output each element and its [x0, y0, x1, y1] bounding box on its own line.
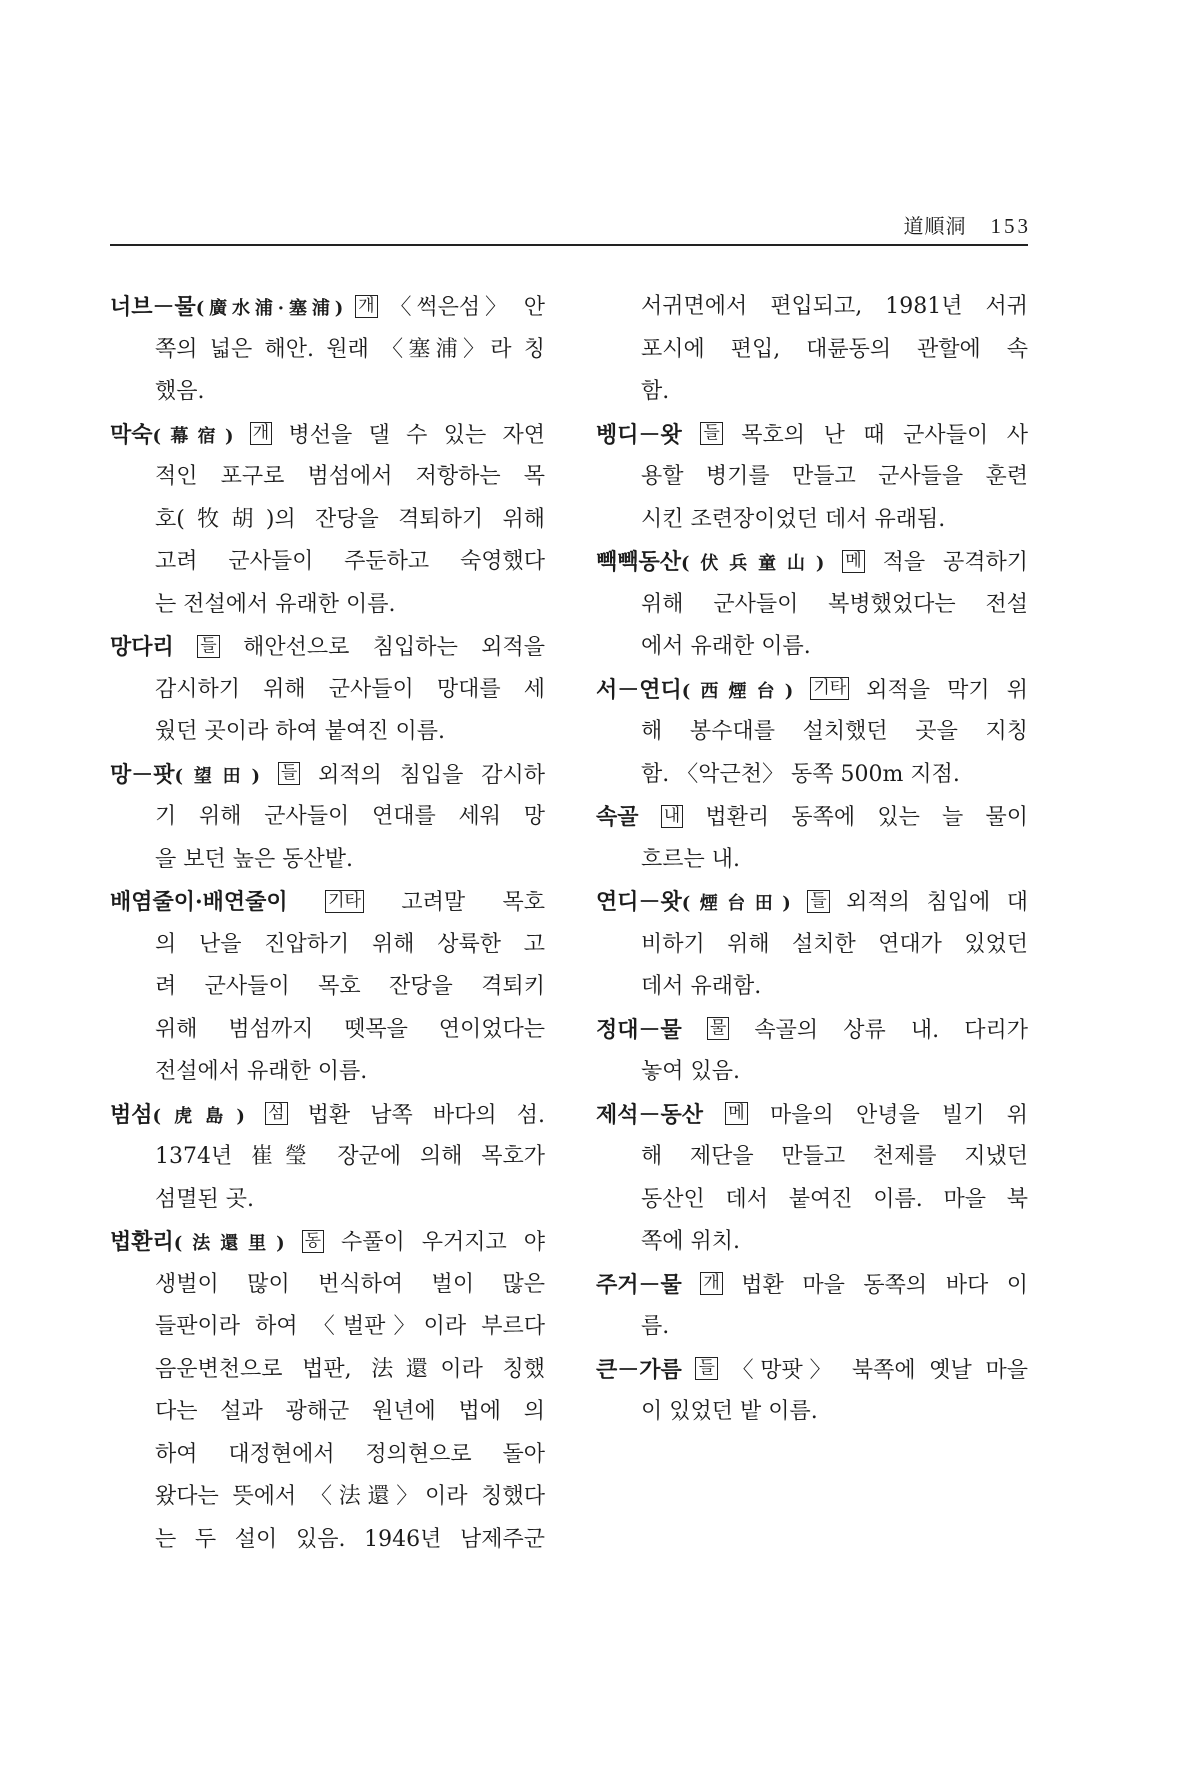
- entry-line: [596, 1051, 1028, 1094]
- entry-text: 서귀면에서 편입되고, 1981년 서귀: [641, 294, 1028, 319]
- entry-text: 에서 유래한 이름.: [641, 634, 811, 659]
- entry-text: 목호의 난 때 군사들이 사: [741, 422, 1028, 448]
- entry-line: [110, 1519, 545, 1562]
- entry-line: [110, 1434, 545, 1477]
- entry-line: [596, 414, 1028, 457]
- entry-line: [110, 1094, 545, 1137]
- headword-hanja: (西煙台): [681, 680, 794, 702]
- entry-text: 1374년 崔瑩 장군에 의해 목호가: [155, 1144, 545, 1169]
- category-tag: 기타: [810, 677, 849, 700]
- running-head: [904, 211, 1032, 241]
- headword: 망－팟: [110, 761, 175, 788]
- entry-text: 함. 〈악근천〉 동쪽 500m 지점.: [641, 761, 960, 787]
- entry-line: [596, 881, 1028, 924]
- category-tag: 들: [700, 422, 722, 445]
- category-tag: 메: [725, 1102, 747, 1125]
- entry-text: 려 군사들이 목호 잔당을 격퇴키: [155, 974, 545, 999]
- entry-line: [110, 881, 545, 924]
- entry-text: 호(牧胡)의 잔당을 격퇴하기 위해: [155, 506, 545, 532]
- entry-line: [110, 1136, 545, 1179]
- entry-text: 름.: [641, 1314, 670, 1339]
- dictionary-entry: [110, 754, 545, 882]
- dictionary-entry: [110, 414, 545, 627]
- entry-text: 속골의 상류 내. 다리가: [754, 1017, 1028, 1043]
- entry-text: 법환리 동쪽에 있는 늘 물이: [705, 805, 1028, 830]
- entry-text: 용할 병기를 만들고 군사들을 훈련: [641, 464, 1028, 489]
- entry-line: [596, 1136, 1028, 1179]
- entry-text: 해 제단을 만들고 천제를 지냈던: [641, 1144, 1028, 1169]
- entry-line: [596, 1221, 1028, 1264]
- entry-line: [596, 329, 1028, 372]
- entry-line: [596, 1094, 1028, 1137]
- entry-line: [110, 669, 545, 712]
- entry-line: [110, 371, 545, 414]
- headword: 큰－가름: [596, 1356, 682, 1383]
- category-tag: 동: [302, 1230, 324, 1253]
- headword: 정대－물: [596, 1016, 682, 1043]
- entry-text: 다는 설과 광해군 원년에 법에 의: [155, 1399, 545, 1424]
- headword-hanja: (虎島): [152, 1105, 245, 1127]
- category-tag: 물: [707, 1017, 729, 1040]
- entry-line: [596, 1009, 1028, 1052]
- entry-text: 놓여 있음.: [641, 1059, 740, 1084]
- category-tag: 메: [842, 550, 864, 573]
- entry-line: [596, 1349, 1028, 1392]
- entry-text: 는 전설에서 유래한 이름.: [155, 591, 396, 617]
- entry-line: [596, 839, 1028, 882]
- category-tag: 개: [250, 422, 272, 445]
- headword: 속골: [596, 804, 639, 830]
- headword-hanja: (伏兵童山): [681, 553, 825, 574]
- headword: 법환리: [110, 1229, 174, 1255]
- entry-text: 데서 유래함.: [641, 974, 762, 999]
- category-tag: 들: [807, 890, 829, 913]
- entry-line: [596, 1391, 1028, 1434]
- entry-line: [110, 711, 545, 754]
- column-left: [110, 286, 545, 1561]
- entry-text: 기 위해 군사들이 연대를 세워 망: [155, 804, 545, 829]
- entry-text: 했음.: [155, 379, 205, 404]
- entry-line: [110, 584, 545, 627]
- dictionary-entry: [596, 669, 1028, 797]
- dictionary-entry: [596, 1009, 1028, 1094]
- entry-line: [110, 1306, 545, 1349]
- entry-text: 웠던 곳이라 하여 붙여진 이름.: [155, 719, 445, 744]
- entry-text: 을 보던 높은 동산밭.: [155, 846, 353, 872]
- entry-line: [596, 669, 1028, 712]
- dictionary-entry: [110, 1094, 545, 1222]
- entry-line: [110, 541, 545, 584]
- entry-line: [596, 966, 1028, 1009]
- headword: 연디－왓: [596, 889, 682, 915]
- entry-text: 이 있었던 밭 이름.: [641, 1399, 818, 1424]
- entry-line: [110, 1009, 545, 1052]
- dictionary-entry: [596, 1349, 1028, 1434]
- entry-text: 동산인 데서 붙여진 이름. 마을 북: [641, 1186, 1028, 1212]
- entry-line: [596, 456, 1028, 499]
- category-tag: 들: [197, 635, 219, 658]
- headword: 서－연디: [596, 676, 682, 703]
- running-head-title: 道順洞: [903, 214, 967, 238]
- headword: 막숙: [110, 421, 153, 448]
- entry-line: [596, 924, 1028, 967]
- headword: 주거－물: [596, 1271, 682, 1298]
- entry-line: [110, 499, 545, 542]
- dictionary-entry: [110, 286, 545, 414]
- entry-text: 는 두 설이 있음. 1946년 남제주군: [155, 1526, 545, 1552]
- entry-text: 음운변천으로 법판, 法還이라 칭했: [155, 1356, 545, 1382]
- headword: 배염줄이·배연줄이: [110, 889, 288, 915]
- entry-line: [110, 286, 545, 329]
- entry-line: [110, 414, 545, 457]
- entry-text: 〈망팟〉 북쪽에 옛날 마을: [731, 1357, 1028, 1383]
- entry-text: 섬멸된 곳.: [155, 1186, 254, 1212]
- entry-text: 하여 대정현에서 정의현으로 돌아: [155, 1441, 545, 1467]
- entry-text: 적을 공격하기: [882, 550, 1028, 575]
- entry-text: 법환 남쪽 바다의 섬.: [307, 1102, 545, 1128]
- headword-hanja: (煙台田): [681, 893, 791, 914]
- category-tag: 내: [661, 805, 683, 828]
- entry-line: [596, 584, 1028, 627]
- entry-text: 쪽에 위치.: [641, 1229, 740, 1254]
- dictionary-entry: [596, 414, 1028, 542]
- entry-text: 의 난을 진압하기 위해 상륙한 고: [155, 931, 545, 957]
- category-tag: 들: [695, 1357, 717, 1380]
- entry-text: 고려 군사들이 주둔하고 숙영했다: [155, 549, 545, 574]
- dictionary-entry: [596, 796, 1028, 881]
- entry-line: [110, 1264, 545, 1307]
- entry-line: [110, 1179, 545, 1222]
- category-tag: 기타: [325, 890, 364, 913]
- entry-text: 위해 범섬까지 뗏목을 연이었다는: [155, 1016, 545, 1042]
- header-rule: [110, 244, 1028, 246]
- entry-text: 흐르는 내.: [641, 846, 740, 872]
- dictionary-entry: [596, 541, 1028, 669]
- entry-line: [110, 1349, 545, 1392]
- entry-text: 전설에서 유래한 이름.: [155, 1059, 368, 1084]
- entry-line: [596, 626, 1028, 669]
- entry-text: 외적의 침입에 대: [846, 890, 1028, 915]
- entry-line: [596, 1179, 1028, 1222]
- entry-line: [110, 1476, 545, 1519]
- entry-line: [110, 1221, 545, 1264]
- headword: 너브－물: [110, 294, 196, 320]
- entry-line: [110, 754, 545, 797]
- entry-text: 해 봉수대를 설치했던 곳을 지칭: [641, 719, 1028, 744]
- dictionary-entry: [596, 1264, 1028, 1349]
- entry-text: 외적의 침입을 감시하: [318, 762, 545, 788]
- dictionary-entry: [110, 881, 545, 1094]
- headword-hanja: (廣水浦·塞浦): [195, 298, 344, 319]
- entry-text: 적인 포구로 범섬에서 저항하는 목: [155, 464, 545, 489]
- entry-line: [596, 1306, 1028, 1349]
- entry-line: [110, 1391, 545, 1434]
- headword: 범섬: [110, 1101, 153, 1128]
- entry-line: [596, 796, 1028, 839]
- entry-text: 생벌이 많이 번식하여 벌이 많은: [155, 1271, 545, 1297]
- entry-text: 위해 군사들이 복병했었다는 전설: [641, 591, 1028, 617]
- category-tag: 개: [700, 1272, 722, 1295]
- entry-continuation: [596, 286, 1028, 414]
- entry-line: [110, 924, 545, 967]
- dictionary-entry: [596, 1094, 1028, 1264]
- entry-line: [110, 839, 545, 882]
- page-number: 153: [990, 214, 1031, 238]
- category-tag: 개: [355, 295, 377, 318]
- entry-text: 고려말 목호: [401, 890, 545, 915]
- entry-line: [596, 754, 1028, 797]
- entry-line: [596, 371, 1028, 414]
- entry-text: 비하기 위해 설치한 연대가 있었던: [641, 931, 1028, 957]
- entry-text: 감시하기 위해 군사들이 망대를 세: [155, 676, 545, 702]
- headword-hanja: (幕宿): [152, 425, 234, 447]
- entry-line: [596, 286, 1028, 329]
- entry-text: 시킨 조련장이었던 데서 유래됨.: [641, 506, 946, 532]
- entry-text: 해안선으로 침입하는 외적을: [243, 635, 545, 660]
- entry-text: 수풀이 우거지고 야: [341, 1230, 545, 1255]
- category-tag: 들: [278, 762, 300, 785]
- headword: 벵디－왓: [596, 421, 682, 448]
- headword: 제석－동산: [596, 1101, 704, 1128]
- entry-text: 함.: [641, 379, 670, 404]
- entry-line: [110, 456, 545, 499]
- entry-text: 외적을 막기 위: [866, 677, 1028, 703]
- dictionary-entry: [596, 881, 1028, 1009]
- dictionary-entry: [110, 1221, 545, 1561]
- entry-text: 들판이라 하여 〈벌판〉이라 부르다: [155, 1314, 545, 1339]
- entry-text: 포시에 편입, 대륜동의 관할에 속: [641, 336, 1028, 362]
- entry-line: [110, 796, 545, 839]
- entry-text: 왔다는 뜻에서 〈法還〉이라 칭했다: [155, 1484, 545, 1509]
- entry-text: 법환 마을 동쪽의 바다 이: [741, 1272, 1028, 1298]
- entry-text: 병선을 댈 수 있는 자연: [288, 422, 545, 448]
- category-tag: 섬: [265, 1102, 287, 1125]
- headword-hanja: (法還里): [173, 1233, 285, 1254]
- dictionary-entry: [110, 626, 545, 754]
- entry-line: [596, 1264, 1028, 1307]
- entry-line: [110, 1051, 545, 1094]
- entry-line: [596, 499, 1028, 542]
- entry-text: 마을의 안녕을 빌기 위: [769, 1102, 1028, 1128]
- headword-hanja: (望田): [174, 765, 261, 787]
- column-right: [596, 286, 1028, 1434]
- entry-line: [596, 541, 1028, 584]
- entry-line: [110, 966, 545, 1009]
- entry-line: [110, 626, 545, 669]
- entry-line: [596, 711, 1028, 754]
- headword: 망다리: [110, 634, 174, 660]
- entry-line: [110, 329, 545, 372]
- headword: 빽빽동산: [596, 549, 682, 575]
- entry-text: 쪽의 넓은 해안. 원래 〈塞浦〉라 칭: [155, 336, 545, 362]
- entry-text: 〈썩은섬〉 안: [389, 295, 545, 320]
